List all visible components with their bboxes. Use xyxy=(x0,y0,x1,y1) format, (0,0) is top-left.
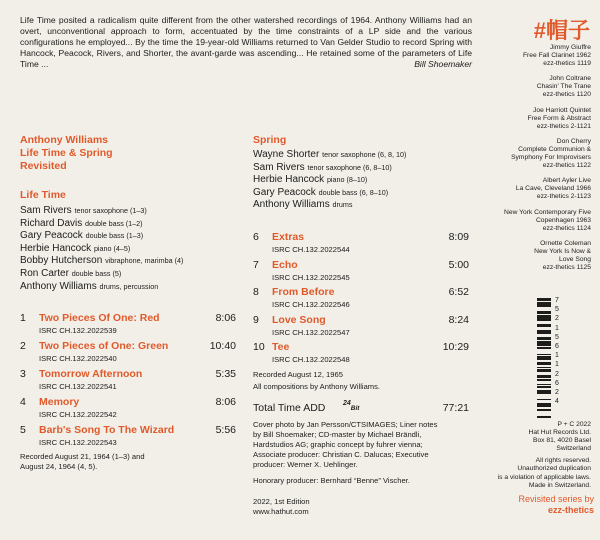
catalog-entry xyxy=(471,44,591,68)
musician-row xyxy=(253,162,406,175)
track-duration: 8:24 xyxy=(448,313,469,326)
24-bit-icon xyxy=(343,398,359,410)
album-title-line: Life Time & Spring xyxy=(20,147,113,159)
track-duration: 10:40 xyxy=(209,340,236,352)
spring-personnel xyxy=(253,149,406,212)
credit-line: producer: Werner X. Uehlinger. xyxy=(253,460,358,469)
track-duration: 8:06 xyxy=(215,396,236,408)
life-time-personnel xyxy=(20,205,183,293)
musician-instrument: drums xyxy=(332,200,353,210)
barcode-digit: 1 xyxy=(555,324,559,332)
musician-name: Herbie Hancock xyxy=(253,174,325,186)
musician-name: Sam Rivers xyxy=(20,205,72,216)
track-row xyxy=(20,312,236,340)
quote-credit: Bill Shoemaker xyxy=(414,59,472,69)
catalog-line: New York Contemporary Five xyxy=(504,208,591,216)
track-title: Barb's Song To The Wizard xyxy=(39,424,175,436)
catalog-line: Joe Harriott Quintet xyxy=(533,106,591,114)
musician-instrument: tenor saxophone (6, 8–10) xyxy=(307,162,392,172)
catalog-line: Jimmy Giuffre xyxy=(549,44,591,51)
musician-name: Gary Peacock xyxy=(253,186,316,198)
spring-tracklist xyxy=(253,231,469,371)
recorded-line: August 24, 1964 (4, 5). xyxy=(20,462,98,471)
barcode-digit: 2 xyxy=(555,389,559,397)
track-row xyxy=(20,424,236,452)
musician-name: Gary Peacock xyxy=(20,230,83,242)
track-isrc: ISRC CH.132.2022539 xyxy=(39,326,117,335)
label-info-line: Unauthorized duplication xyxy=(517,465,591,473)
catalog-line: ezz-thetics 1122 xyxy=(542,162,591,170)
track-title: Two Pieces of One: Green xyxy=(39,340,169,352)
label-info-line: P + C 2022 xyxy=(557,421,591,428)
catalog-entry xyxy=(471,107,591,131)
track-isrc: ISRC CH.132.2022540 xyxy=(39,354,117,363)
credit-line: by Bill Shoemaker; CD-master by Michael Brändli, xyxy=(253,430,422,439)
musician-name: Herbie Hancock xyxy=(20,242,92,254)
musician-instrument: double bass (1–2) xyxy=(85,218,143,228)
label-info-line: Box 81, 4020 Basel xyxy=(533,437,591,445)
track-row xyxy=(253,231,469,259)
track-duration: 8:06 xyxy=(215,312,236,324)
musician-instrument: vibraphone, marimba (4) xyxy=(105,256,184,266)
life-time-recorded xyxy=(20,452,145,472)
catalog-entry xyxy=(471,75,591,99)
musician-name: Anthony Williams xyxy=(253,199,330,211)
musician-row xyxy=(253,174,406,187)
catalog-line: ezz-thetics 1119 xyxy=(543,60,591,68)
total-time-label: Total Time ADD xyxy=(253,402,326,414)
musician-row xyxy=(20,205,183,218)
label-info-line: Switzerland xyxy=(556,445,591,453)
life-time-tracklist xyxy=(20,312,236,452)
musician-row xyxy=(20,281,183,294)
track-row xyxy=(20,340,236,368)
recorded-line: Recorded August 21, 1964 (1–3) and xyxy=(20,452,145,461)
catalog-line: Albert Ayler Live xyxy=(542,177,591,185)
catalog-line: New York Is Now & xyxy=(534,247,591,255)
honorary-producer: Honorary producer: Bernhard “Benne” Vischer. xyxy=(253,476,410,485)
track-title: Memory xyxy=(39,396,80,408)
track-duration: 6:52 xyxy=(448,286,469,298)
catalog-line: ezz-thetics 1125 xyxy=(542,264,591,272)
track-duration: 5:35 xyxy=(215,368,236,380)
track-number: 8 xyxy=(253,286,259,298)
musician-instrument: double bass (1–3) xyxy=(85,231,144,241)
track-isrc: ISRC CH.132.2022544 xyxy=(272,245,350,254)
total-time-value: 77:21 xyxy=(442,402,469,414)
track-title: Two Pieces Of One: Red xyxy=(39,312,160,324)
series-name: ezz-thetics xyxy=(547,504,594,515)
track-row xyxy=(253,341,469,369)
credit-line: Cover photo by Jan Persson/CTSIMAGES; Liner notes xyxy=(253,420,438,429)
production-credits xyxy=(253,420,473,470)
catalog-line: Copenhagen 1963 xyxy=(535,216,591,224)
album-title xyxy=(20,134,113,173)
catalog-line: La Cave, Cleveland 1966 xyxy=(515,185,591,193)
catalog-line: Ornette Coleman xyxy=(540,239,591,247)
edition: 2022, 1st Edition xyxy=(253,497,310,506)
bit-word: Bit xyxy=(350,405,360,412)
track-row xyxy=(253,259,469,287)
catalog-entry xyxy=(471,138,591,170)
track-duration: 8:09 xyxy=(448,231,469,243)
track-number: 4 xyxy=(20,396,26,408)
spring-title: Spring xyxy=(253,134,287,146)
barcode-digit: 2 xyxy=(555,315,559,323)
spring-recorded: Recorded August 12, 1965 xyxy=(253,370,343,379)
track-row xyxy=(253,286,469,314)
label-info-line: is a violation of applicable laws. xyxy=(497,473,591,481)
catalog-line: ezz-thetics 1120 xyxy=(542,91,591,99)
compositions-credit: All compositions by Anthony Williams. xyxy=(253,382,381,391)
catalog-line: Love Song xyxy=(559,255,591,263)
catalog-line: ezz-thetics 1124 xyxy=(542,224,591,232)
track-number: 3 xyxy=(20,368,26,380)
catalog-line: ezz-thetics 2-1121 xyxy=(536,122,591,130)
quote-text: Life Time posited a radicalism quite different from the other watershed recordings of 1964. Anthony Williams had an overt, unconventional approach to form, accentuated by the time constraints of a LP side and the various configurations he employed... By the time the 19-year-old Williams returned to Van Gelder Studio to record Spring with Hancock, Peacock, Rivers, and Shorter, the avant-garde was ascending... He retained some of the parameters of Life Time ... xyxy=(20,15,472,69)
track-isrc: ISRC CH.132.2022542 xyxy=(39,410,117,419)
barcode-digit: 6 xyxy=(555,343,559,351)
brand-logo: #帽子 xyxy=(533,18,590,43)
label-info-line: Hat Hut Records Ltd. xyxy=(528,429,591,437)
musician-instrument: double bass (5) xyxy=(71,268,122,278)
track-isrc: ISRC CH.132.2022546 xyxy=(272,300,350,309)
musician-name: Bobby Hutcherson xyxy=(20,255,103,267)
track-isrc: ISRC CH.132.2022543 xyxy=(39,438,117,447)
track-title: Echo xyxy=(272,258,298,271)
track-title: Extras xyxy=(272,231,305,243)
catalog-line: ezz-thetics 2-1123 xyxy=(536,193,591,201)
track-title: Love Song xyxy=(272,313,326,326)
track-isrc: ISRC CH.132.2022541 xyxy=(39,382,117,391)
musician-instrument: drums, percussion xyxy=(99,281,159,291)
catalog-line: Chasin' The Trane xyxy=(536,83,591,91)
musician-name: Anthony Williams xyxy=(20,280,97,292)
credit-line: Associate producer: Christian C. Dalucas; Executive xyxy=(253,450,429,459)
track-title: From Before xyxy=(272,286,335,298)
musician-row xyxy=(20,255,183,268)
barcode-digit: 5 xyxy=(555,333,559,341)
barcode-digit: 2 xyxy=(555,370,559,378)
label-info-line: All rights reserved. xyxy=(535,457,591,465)
barcode-digit: 4 xyxy=(555,398,559,406)
barcode-digit: 5 xyxy=(555,306,559,314)
track-number: 7 xyxy=(253,258,259,271)
track-number: 1 xyxy=(20,312,26,324)
musician-row xyxy=(20,243,183,256)
musician-row xyxy=(20,218,183,231)
barcode-digit: 6 xyxy=(555,379,559,387)
bit-number: 24 xyxy=(343,400,351,407)
musician-row xyxy=(20,268,183,281)
track-number: 6 xyxy=(253,231,259,243)
musician-row xyxy=(20,230,183,243)
catalog-line: Complete Communion & xyxy=(518,145,591,153)
catalog-entry xyxy=(471,240,591,272)
catalog-line: Free Form & Abstract xyxy=(527,114,591,122)
musician-name: Richard Davis xyxy=(20,217,83,229)
musician-instrument: piano (8–10) xyxy=(326,175,368,185)
musician-instrument: tenor saxophone (6, 8, 10) xyxy=(322,150,407,159)
credit-line: Hardstudios AG; graphic concept by fuhrer vienna; xyxy=(253,440,423,449)
musician-instrument: double bass (6, 8–10) xyxy=(318,187,389,197)
barcode-number xyxy=(553,296,561,406)
track-number: 9 xyxy=(253,313,259,326)
catalog-entry xyxy=(471,177,591,201)
barcode-digit: 7 xyxy=(555,297,559,304)
track-duration: 5:56 xyxy=(215,424,236,436)
catalog-entry xyxy=(471,209,591,233)
musician-name: Wayne Shorter xyxy=(253,149,320,160)
catalog-line: Free Fall Clarinet 1962 xyxy=(522,52,591,60)
track-isrc: ISRC CH.132.2022545 xyxy=(272,272,350,282)
catalog-line: Symphony For Improvisers xyxy=(511,154,591,162)
track-duration: 5:00 xyxy=(448,258,469,271)
website-link[interactable]: www.hathut.com xyxy=(253,507,309,516)
album-title-line: Revisited xyxy=(20,160,67,172)
track-number: 5 xyxy=(20,424,26,436)
series-line: Revisited series by xyxy=(518,494,594,504)
track-number: 2 xyxy=(20,340,26,352)
track-row xyxy=(20,368,236,396)
total-time-row xyxy=(253,398,469,414)
musician-row xyxy=(253,199,406,212)
musician-instrument: piano (4–5) xyxy=(93,243,131,253)
album-title-line: Anthony Williams xyxy=(20,134,108,146)
track-isrc: ISRC CH.132.2022548 xyxy=(272,355,350,364)
barcode-digit: 1 xyxy=(555,352,559,360)
musician-name: Ron Carter xyxy=(20,267,69,279)
track-row xyxy=(253,314,469,342)
barcode-icon xyxy=(537,298,551,418)
musician-instrument: tenor saxophone (1–3) xyxy=(74,206,147,215)
series-credit xyxy=(518,494,594,515)
catalog-line: John Coltrane xyxy=(549,75,591,83)
label-info xyxy=(471,421,591,490)
track-isrc: ISRC CH.132.2022547 xyxy=(272,327,350,337)
musician-name: Sam Rivers xyxy=(253,161,305,173)
track-row xyxy=(20,396,236,424)
catalog-line: Don Cherry xyxy=(556,137,591,145)
catalog-list xyxy=(471,44,591,279)
track-number: 10 xyxy=(253,341,265,353)
musician-row xyxy=(253,149,406,162)
barcode-digit: 1 xyxy=(555,361,559,369)
track-title: Tomorrow Afternoon xyxy=(39,368,143,380)
life-time-title: Life Time xyxy=(20,189,66,201)
liner-quote xyxy=(20,15,472,70)
track-duration: 10:29 xyxy=(442,341,469,353)
track-title: Tee xyxy=(272,341,290,353)
label-info-line: Made in Switzerland. xyxy=(528,481,591,489)
musician-row xyxy=(253,187,406,200)
